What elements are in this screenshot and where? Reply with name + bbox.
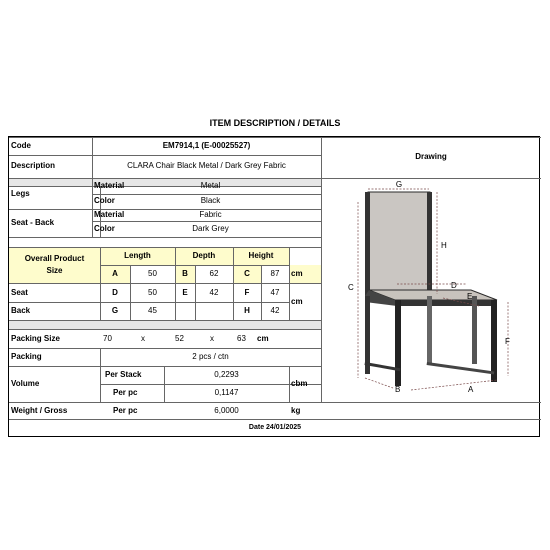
value-d: 50 (148, 288, 157, 297)
value-f: 47 (270, 288, 280, 297)
weight-unit: kg (291, 406, 301, 415)
packing-value: 2 pcs / ctn (192, 352, 229, 361)
code-value: EM7914,1 (E-00025527) (162, 141, 251, 150)
letter-b: B (182, 269, 188, 278)
overall-label-size: Size (46, 266, 63, 275)
letter-h: H (244, 306, 250, 315)
seat-back-material-value: Fabric (199, 210, 222, 219)
packing-width: 52 (175, 334, 184, 343)
spec-sheet (8, 136, 540, 437)
value-e: 42 (209, 288, 219, 297)
letter-e: E (182, 288, 188, 297)
dim-letter-h: H (441, 241, 447, 250)
legs-label: Legs (11, 189, 30, 198)
per-pc-volume-label: Per pc (113, 388, 138, 397)
letter-d: D (112, 288, 118, 297)
legs-material-label: Material (94, 181, 125, 190)
letter-g: G (111, 306, 119, 315)
packing-unit: cm (257, 334, 269, 343)
seat-back-color-label: Color (94, 224, 115, 233)
date-footer: Date 24/01/2025 (248, 424, 302, 431)
dim-letter-g: G (395, 180, 403, 189)
value-h: 42 (270, 306, 280, 315)
volume-label: Volume (11, 379, 40, 388)
length-header: Length (124, 251, 151, 260)
spacer-row (9, 320, 321, 329)
drawing-label: Drawing (415, 152, 447, 161)
seat-back-material-label: Material (94, 210, 125, 219)
dim-letter-c: C (348, 283, 354, 292)
chair-drawing (321, 178, 541, 402)
description-value: CLARA Chair Black Metal / Dark Grey Fabric (127, 161, 286, 170)
legs-color-value: Black (200, 196, 221, 205)
weight-value: 6,0000 (214, 406, 239, 415)
seat-label: Seat (11, 288, 28, 297)
value-a: 50 (148, 269, 157, 278)
dim-letter-a: A (468, 385, 474, 394)
overall-label: Overall Product (24, 254, 85, 263)
value-c: 87 (270, 269, 280, 278)
back-label: Back (11, 306, 31, 315)
per-stack-label: Per Stack (105, 370, 142, 379)
seat-back-color-value: Dark Grey (192, 224, 229, 233)
dim-letter-f: F (505, 337, 510, 346)
letter-a: A (112, 269, 118, 278)
packing-x-1: x (141, 334, 145, 343)
seat-back-unit: cm (291, 297, 303, 306)
per-pc-weight-label: Per pc (113, 406, 138, 415)
packing-height: 63 (237, 334, 246, 343)
value-g: 45 (148, 306, 157, 315)
dim-letter-e: E (467, 292, 473, 301)
packing-size-label: Packing Size (11, 334, 60, 343)
packing-length: 70 (103, 334, 112, 343)
description-label: Description (11, 161, 56, 170)
height-header: Height (248, 251, 274, 260)
letter-f: F (244, 288, 250, 297)
dim-letter-b: B (395, 385, 401, 394)
legs-material-value: Metal (200, 181, 221, 190)
dim-letter-d: D (451, 281, 457, 290)
depth-header: Depth (192, 251, 216, 260)
page-title: ITEM DESCRIPTION / DETAILS (209, 118, 341, 128)
volume-unit: cbm (291, 379, 308, 388)
packing-label: Packing (11, 352, 42, 361)
per-stack-value: 0,2293 (214, 370, 239, 379)
legs-color-label: Color (94, 196, 115, 205)
overall-unit: cm (291, 269, 303, 278)
per-pc-volume-value: 0,1147 (214, 388, 239, 397)
value-b: 62 (209, 269, 219, 278)
code-label: Code (11, 141, 31, 150)
packing-x-2: x (210, 334, 214, 343)
seat-back-label: Seat - Back (11, 218, 55, 227)
weight-label: Weight / Gross (11, 406, 68, 415)
overall-label-cell (9, 247, 100, 283)
letter-c: C (244, 269, 250, 278)
